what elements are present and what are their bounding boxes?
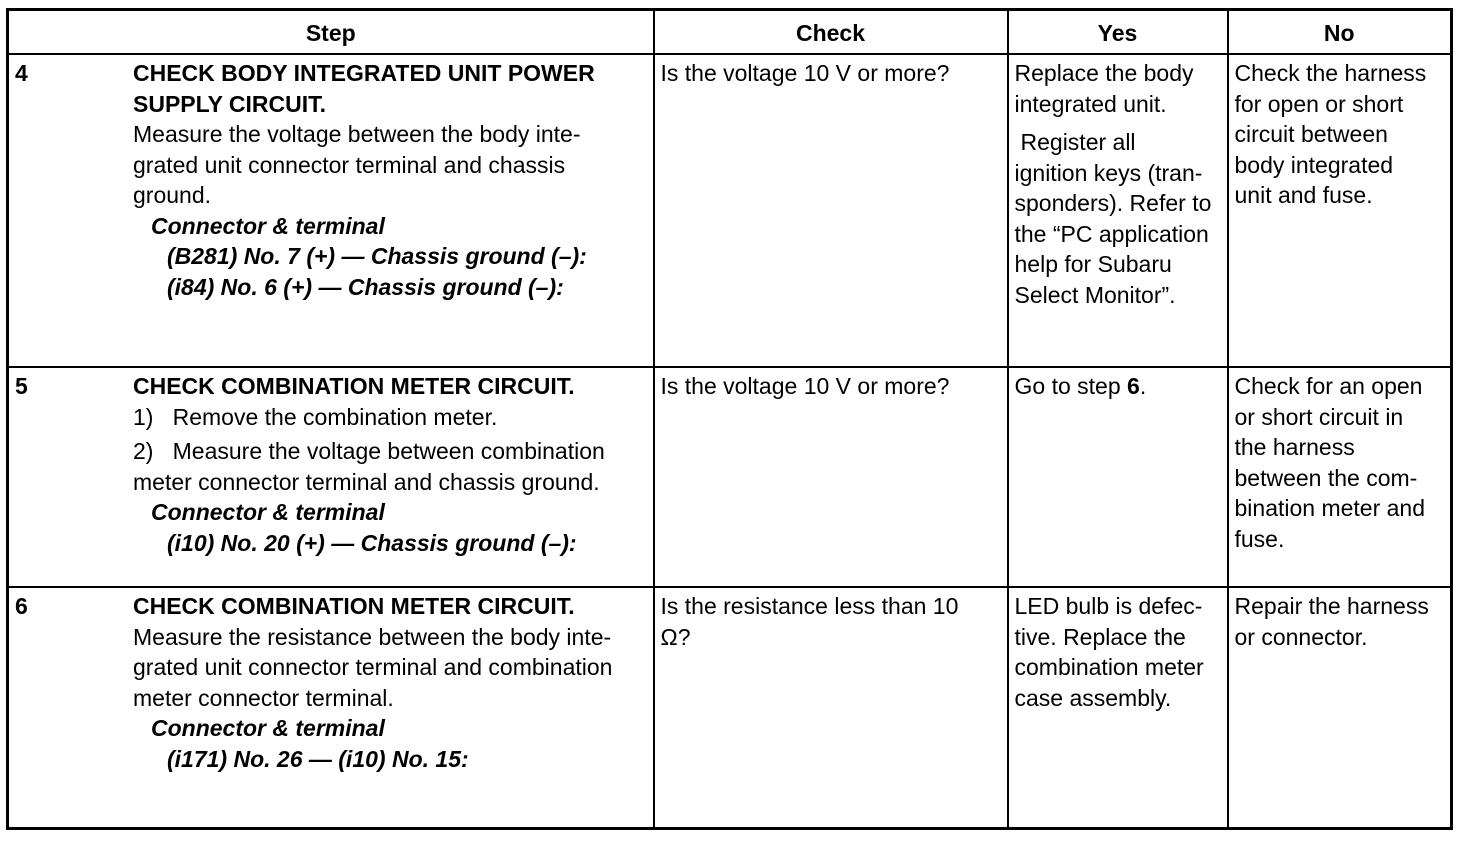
no-cell [1228,587,1452,829]
connector-terminal: (i84) No. 6 (+) — Chassis ground (–): [167,273,564,300]
list-item-number: 1) [133,403,154,430]
check-cell [654,54,1008,367]
connector-terminal: (B281) No. 7 (+) — Chassis ground (–): [167,243,587,269]
table-row [8,587,1452,829]
step-cell [8,367,654,587]
check-text: Ω? [660,623,691,650]
check-cell [654,587,1008,829]
no-text: the harness [1234,434,1355,460]
list-item-text: Measure the voltage between combination [172,438,605,464]
step-description: ground. [133,182,212,208]
table-row [8,54,1452,367]
yes-text: tive. Replace the [1014,623,1186,650]
step-description: Measure the voltage between the body inte- [133,121,581,147]
step-title: CHECK BODY INTEGRATED UNIT POWER [133,60,595,86]
list-item-text: meter connector terminal and chassis ground. [133,468,600,495]
step-cell [8,54,654,367]
header-yes: Yes [1008,10,1228,55]
step-cell [8,587,654,829]
step-description: grated unit connector terminal and chassis [133,151,566,178]
no-text: fuse. [1234,525,1285,552]
yes-note: the “PC application [1014,220,1209,247]
table-header-row [8,10,1452,55]
no-cell [1228,367,1452,587]
list-item [133,402,647,433]
no-text: Check the harness [1234,60,1427,86]
connector-terminal: (i10) No. 20 (+) — Chassis ground (–): [167,529,577,556]
yes-cell [1008,367,1228,587]
list-item-number: 2) [133,438,154,464]
yes-text: case assembly. [1014,684,1172,711]
no-text: body integrated [1234,151,1394,178]
step-number: 4 [15,60,28,86]
check-text: Is the voltage 10 V or more? [660,60,950,86]
step-title: SUPPLY CIRCUIT. [133,90,326,117]
no-text: unit and fuse. [1234,182,1373,208]
yes-suffix: . [1139,373,1147,399]
step-description: Measure the resistance between the body inte- [133,623,612,650]
step-body [133,371,647,558]
no-text: bination meter and [1234,495,1426,521]
table-row [8,367,1452,587]
yes-note: ignition keys (tran- [1014,159,1203,186]
yes-note: Register all [1020,129,1136,155]
no-text: Repair the harness [1234,593,1429,619]
list-item [133,436,647,467]
no-text: between the com- [1234,464,1418,491]
yes-text: LED bulb is defec- [1014,593,1203,619]
step-body [133,591,647,774]
no-text: or connector. [1234,623,1368,650]
list-item-text: Remove the combination meter. [172,403,498,430]
step-title: CHECK COMBINATION METER CIRCUIT. [133,593,575,619]
step-title: CHECK COMBINATION METER CIRCUIT. [133,373,575,399]
yes-text: Replace the body [1014,60,1194,86]
yes-note: sponders). Refer to [1014,190,1212,216]
yes-step-reference: 6 [1127,373,1140,399]
yes-cell [1008,54,1228,367]
no-text: or short circuit in [1234,403,1404,430]
step-number: 5 [15,373,28,399]
check-text: Is the resistance less than 10 [660,593,959,619]
yes-note: help for Subaru [1014,251,1172,277]
step-body [133,58,647,302]
step-description: meter connector terminal. [133,684,394,711]
no-text: for open or short [1234,90,1404,117]
yes-text: combination meter [1014,654,1204,680]
yes-note: Select Monitor”. [1014,281,1176,308]
yes-text: integrated unit. [1014,90,1167,117]
header-check: Check [654,10,1008,55]
connector-heading: Connector & terminal [151,715,385,741]
check-text: Is the voltage 10 V or more? [660,373,950,399]
connector-terminal: (i171) No. 26 — (i10) No. 15: [167,745,469,772]
step-number: 6 [15,593,28,619]
connector-heading: Connector & terminal [151,499,385,525]
connector-heading: Connector & terminal [151,212,385,239]
no-text: Check for an open [1234,373,1423,399]
no-cell [1228,54,1452,367]
no-text: circuit between [1234,121,1388,147]
header-step: Step [8,10,654,55]
yes-cell [1008,587,1228,829]
diagnostic-procedure-table [6,8,1453,830]
check-cell [654,367,1008,587]
header-no: No [1228,10,1452,55]
yes-prefix: Go to step [1014,373,1128,399]
step-description: grated unit connector terminal and combination [133,654,613,680]
yes-text [1015,371,1221,402]
